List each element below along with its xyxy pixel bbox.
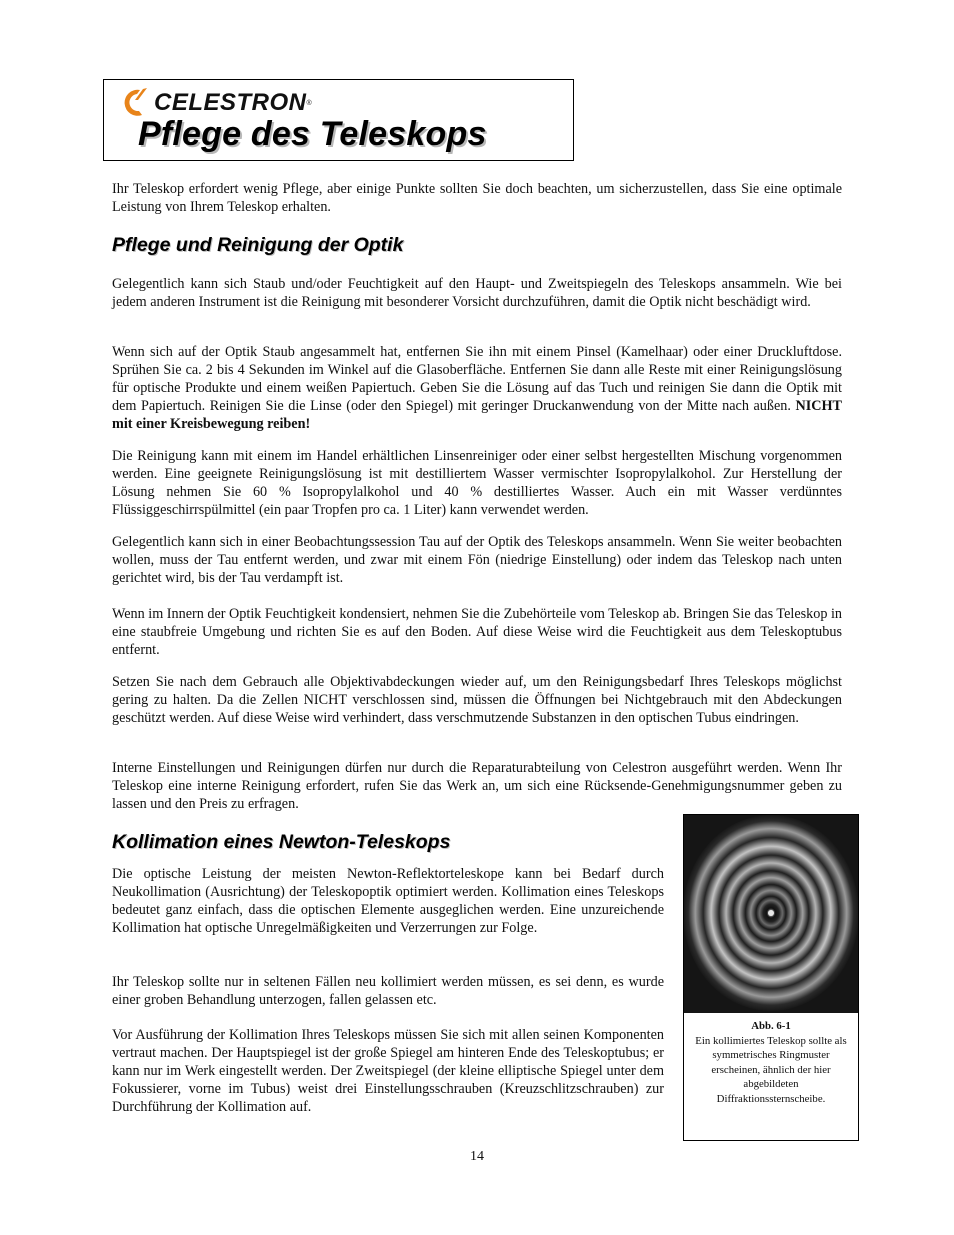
care-paragraph-4: Gelegentlich kann sich in einer Beobachtungssession Tau auf der Optik des Teleskops ansammeln. Wenn Sie weiter beobachten wollen, muss der Tau entfernt werden, und zwar mit einem Fön (niedrige Einstellung) oder indem das Teleskop nach unten gerichtet wird, bis der Tau verdampft ist. xyxy=(112,534,842,586)
collimation-paragraph-1: Die optische Leistung der meisten Newton-Reflektorteleskope kann bei Bedarf durch Neukollimation (Ausrichtung) der Teleskopoptik optimiert werden. Kollimation eines Teleskops bedeutet ganz einfach, dass die optischen Elemente ausgeglichen werden. Eine unzureichende Kollimation hat optische Unregelmäßigkeiten und Verzerrungen zur Folge. xyxy=(112,866,664,936)
page-number: 14 xyxy=(470,1149,484,1164)
care-paragraph-7: Interne Einstellungen und Reinigungen dürfen nur durch die Reparaturabteilung von Celestron ausgeführt werden. Wenn Ihr Teleskop eine interne Reinigung erfordert, rufen Sie das Werk an, um sich eine Rücksende-Genehmigungsnummer geben zu lassen und den Preis zu erfragen. xyxy=(112,760,842,812)
care-paragraph-6: Setzen Sie nach dem Gebrauch alle Objektivabdeckungen wieder auf, um den Reinigungsbedarf Ihres Teleskops möglichst gering zu halten. Da die Zellen NICHT verschlossen sind, müssen die Öffnungen bei Nichtgebrauch mit den Abdeckungen geschützt werden. Auf diese Weise wird verhindert, dass verschmutzende Substanzen in den optischen Tubus eindringen. xyxy=(112,674,842,726)
header-box xyxy=(103,79,574,161)
collimation-paragraph-2: Ihr Teleskop sollte nur in seltenen Fällen neu kollimiert werden müssen, es sei denn, es wurde einer groben Behandlung unterzogen, fallen gelassen etc. xyxy=(112,974,664,1008)
collimation-paragraph-3: Vor Ausführung der Kollimation Ihres Teleskops müssen Sie sich mit allen seinen Komponenten vertraut machen. Der Hauptspiegel ist der große Spiegel am hinteren Ende des Teleskoptubus; er kann nur im Werk eingestellt werden. Der Zweitspiegel (der kleine elliptische Spiegel unter dem Fokussierer, vorne im Tubus) weist drei Einstellungsschrauben (Kreuzschlitzschrauben) zur Durchführung der Kollimation auf. xyxy=(112,1027,664,1115)
care-paragraph-2 xyxy=(112,343,842,433)
intro-paragraph: Ihr Teleskop erfordert wenig Pflege, aber einige Punkte sollten Sie doch beachten, um sicherzustellen, dass Sie eine optimale Leistung von Ihrem Teleskop erhalten. xyxy=(112,181,842,215)
trademark-symbol: ® xyxy=(306,99,312,107)
section-heading-care: Pflege und Reinigung der Optik xyxy=(112,234,404,256)
brand-name: CELESTRON xyxy=(154,89,307,116)
care-warning: NICHT mit einer Kreisbewegung reiben! xyxy=(112,398,842,432)
figure-caption-text: Ein kollimiertes Teleskop sollte als symmetrisches Ringmuster erscheinen, ähnlich der hier abgebildeten Diffraktionssternscheibe. xyxy=(695,1034,847,1105)
section-heading-collimation: Kollimation eines Newton-Teleskops xyxy=(112,831,451,853)
figure-caption xyxy=(690,1019,852,1106)
care-paragraph-2-text: Wenn sich auf der Optik Staub angesammelt hat, entfernen Sie ihn mit einem Pinsel (Kamelhaar) oder einer Druckluftdose. Sprühen Sie ca. 2 bis 4 Sekunden im Winkel auf die Glasoberfläche. Entfernen Sie dann alle Reste mit einer Reinigungslösung für optische Produkte und einem weißen Papiertuch. Geben Sie die Lösung auf das Tuch und reinigen Sie dann die Optik mit dem Papiertuch. Reinigen Sie die Linse (oder den Spiegel) mit geringer Druckanwendung von der Mitte nach außen. xyxy=(112,344,842,414)
figure-box xyxy=(683,814,859,1141)
care-paragraph-5: Wenn im Innern der Optik Feuchtigkeit kondensiert, nehmen Sie die Zubehörteile vom Teleskop ab. Bringen Sie das Teleskop in eine staubfreie Umgebung und richten Sie es auf den Boden. Auf diese Weise wird die Feuchtigkeit aus dem Teleskoptubus entfernt. xyxy=(112,606,842,658)
care-paragraph-3: Die Reinigung kann mit einem im Handel erhältlichen Linsenreiniger oder einer selbst hergestellten Mischung vorgenommen werden. Eine geeignete Reinigungslösung ist mit destilliertem Wasser vermischter Isopropylalkohol. Zur Herstellung der Lösung nehmen Sie 60 % Isopropylalkohol und 40 % destilliertes Wasser. Auch ein mit Wasser verdünntes Flüssiggeschirrspülmittel (ein paar Tropfen pro ca. 1 Liter) kann verwendet werden. xyxy=(112,448,842,518)
figure-label: Abb. 6-1 xyxy=(751,1020,791,1032)
page-title: Pflege des Teleskops xyxy=(138,115,487,153)
care-paragraph-1: Gelegentlich kann sich Staub und/oder Feuchtigkeit auf den Haupt- und Zweitspiegeln des Teleskops ansammeln. Wie bei jedem anderen Instrument ist die Reinigung mit besonderer Vorsicht durchzuführen, damit die Optik nicht beschädigt wird. xyxy=(112,276,842,310)
diffraction-ring-image xyxy=(684,815,858,1013)
